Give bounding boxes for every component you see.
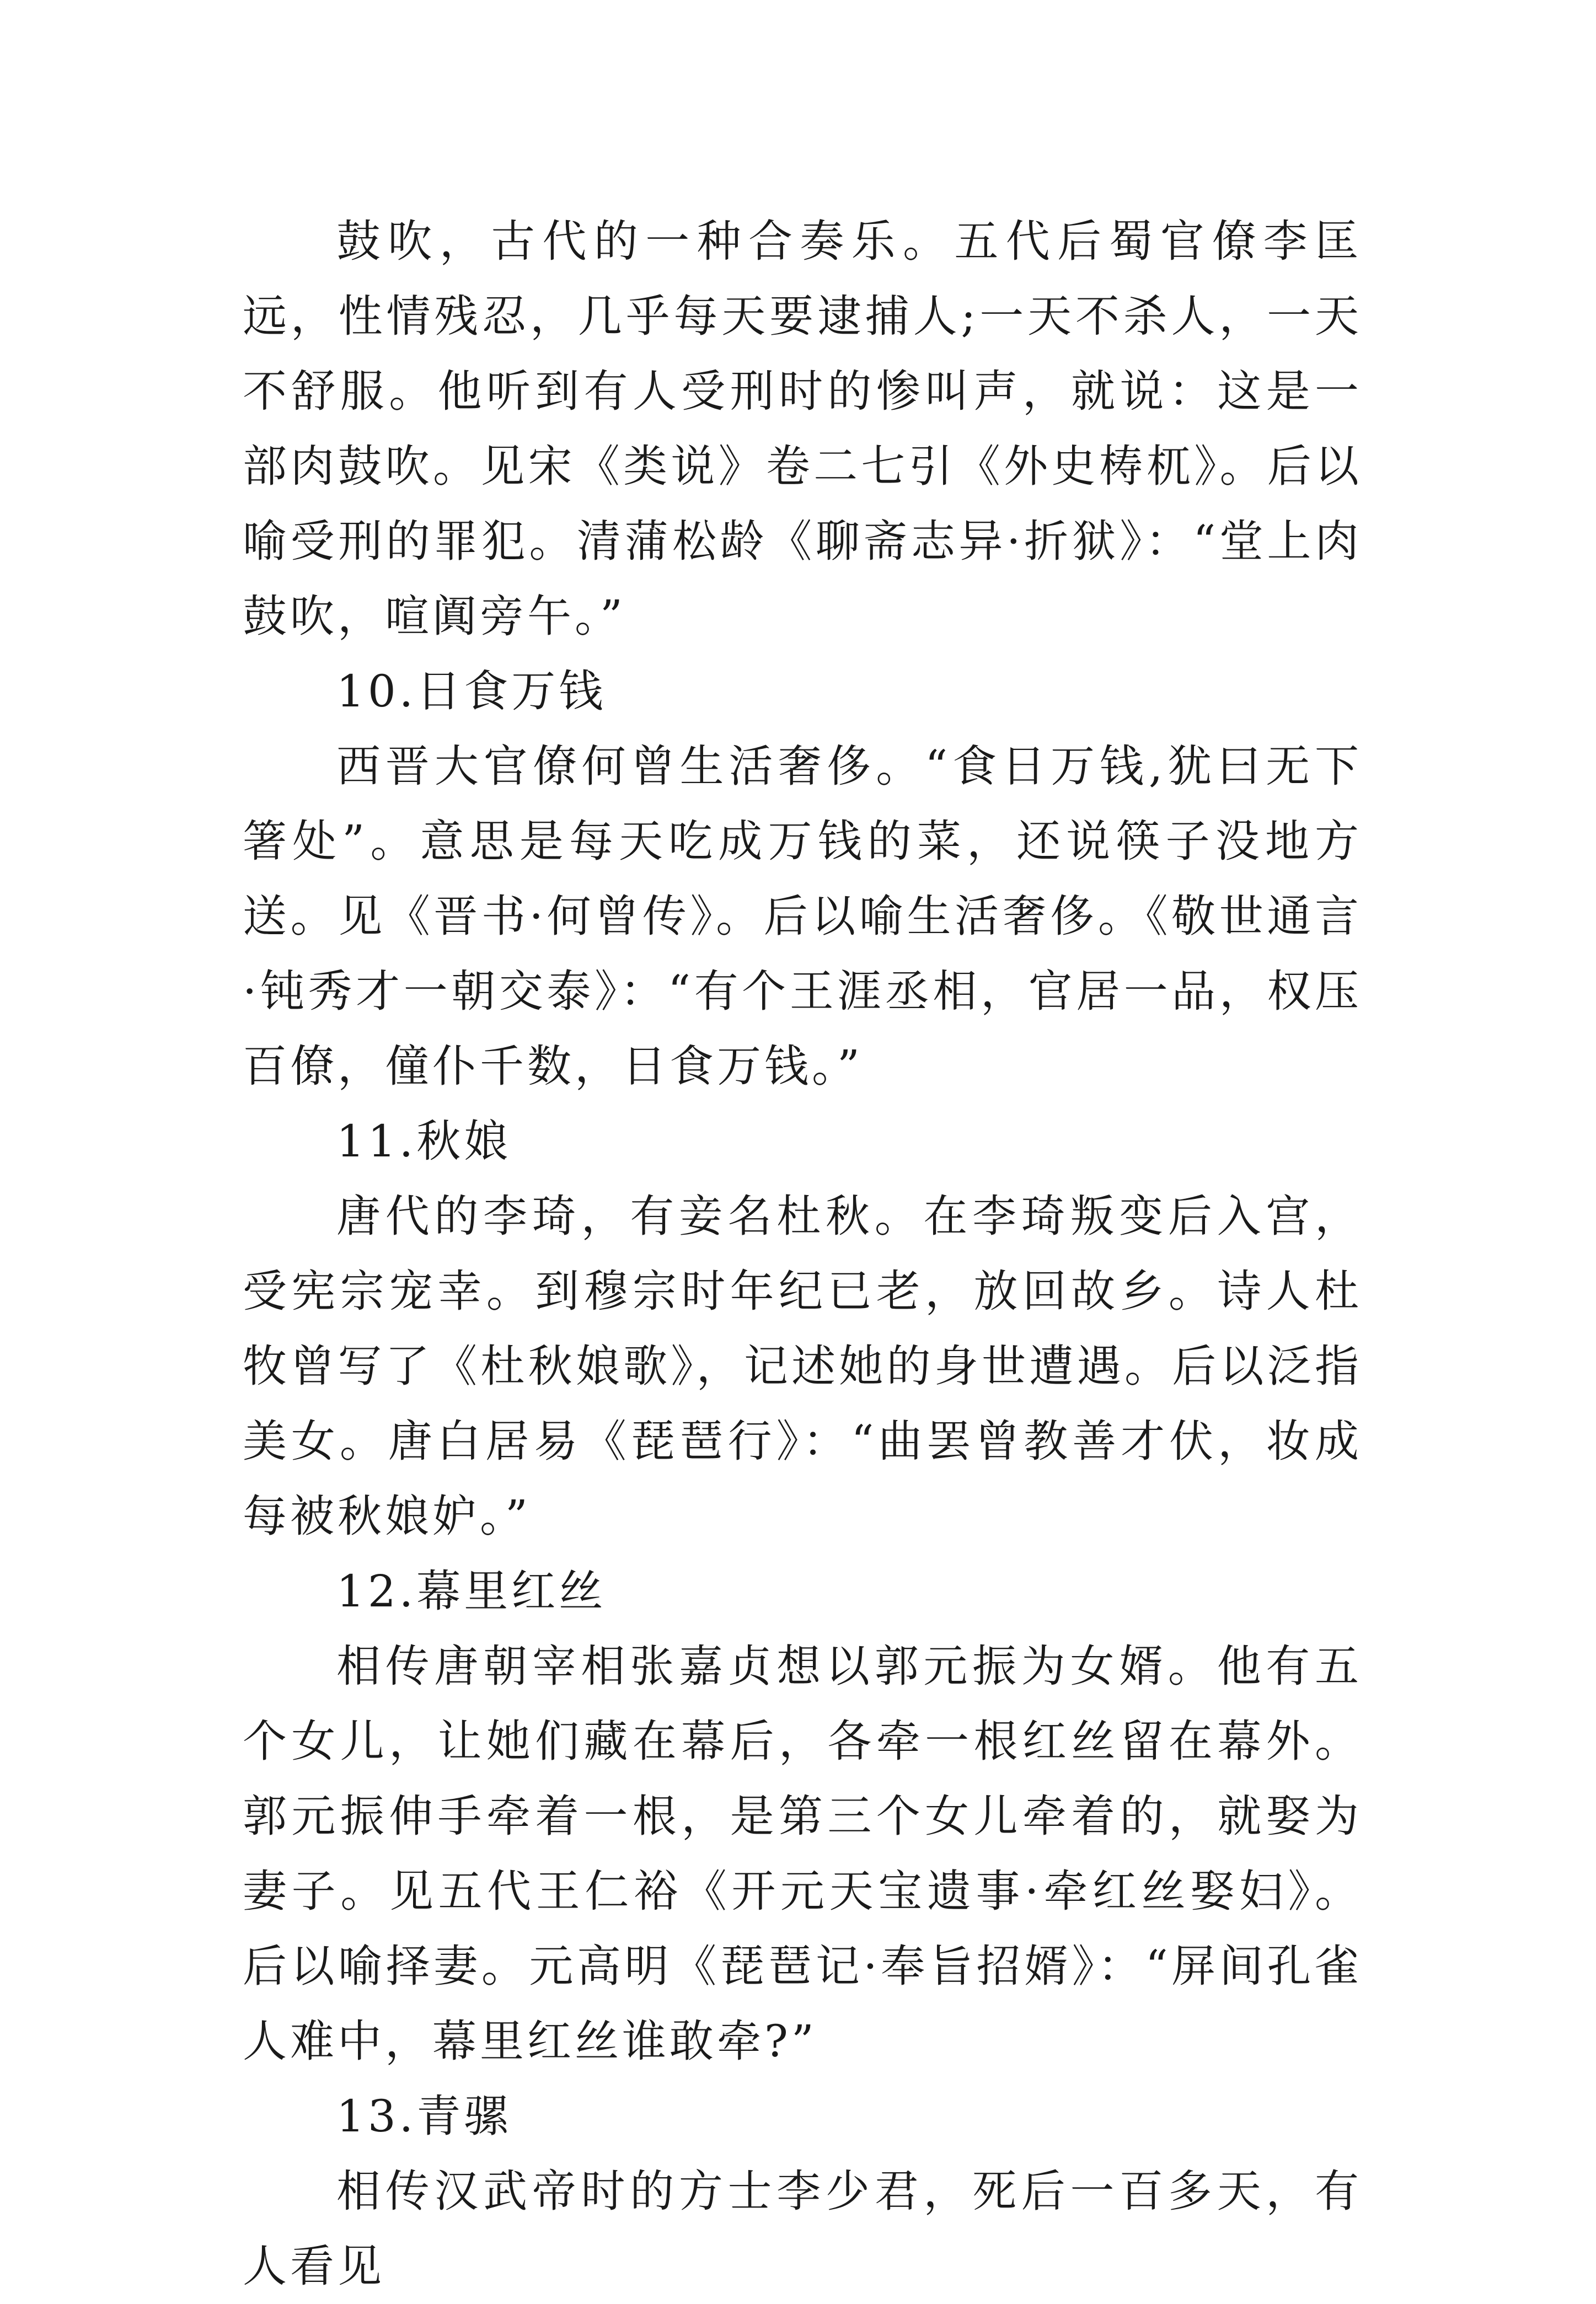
paragraph-qiuniang: 唐代的李琦，有妾名杜秋。在李琦叛变后入宫，受宪宗宠幸。到穆宗时年纪已老，放回故乡。诗人杜牧曾写了《杜秋娘歌》，记述她的身世遭遇。后以泛指美女。唐白居易《琵琶行》：“曲罢曾教善才伏，妆成每被秋娘妒。”	[243, 1191, 1362, 1542]
paragraph-mulihongsi: 相传唐朝宰相张嘉贞想以郭元振为女婿。他有五个女儿，让她们藏在幕后，各牵一根红丝留在幕外。郭元振伸手牵着一根，是第三个女儿牵着的，就娶为妻子。见五代王仁裕《开元天宝遗事·牵红丝娶妇》。后以喻择妻。元高明《琵琶记·奉旨招婿》：“屏间孔雀人难中，幕里红丝谁敢牵?”	[243, 1641, 1362, 2067]
heading-10-rishiwanqian: 10.日食万钱	[336, 666, 607, 717]
heading-11-qiuniang: 11.秋娘	[336, 1116, 512, 1167]
document-body	[243, 204, 1362, 2304]
heading-12-mulihongsi: 12.幕里红丝	[336, 1566, 607, 1617]
paragraph-qingluo: 相传汉武帝时的方士李少君，死后一百多天，有人看见	[243, 2166, 1362, 2292]
heading-13-qingluo: 13.青骡	[336, 2091, 512, 2142]
paragraph-rishiwanqian: 西晋大官僚何曾生活奢侈。“食日万钱,犹曰无下箸处”。意思是每天吃成万钱的菜，还说筷子没地方送。见《晋书·何曾传》。后以喻生活奢侈。《敬世通言·钝秀才一朝交泰》：“有个王涯丞相，官居一品，权压百僚，僮仆千数，日食万钱。”	[243, 741, 1362, 1092]
paragraph-guchui: 鼓吹，古代的一种合奏乐。五代后蜀官僚李匡远，性情残忍，几乎每天要逮捕人;一天不杀人，一天不舒服。他听到有人受刑时的惨叫声，就说：这是一部肉鼓吹。见宋《类说》卷二七引《外史梼杌》。后以喻受刑的罪犯。清蒲松龄《聊斋志异·折狱》：“堂上肉鼓吹，喧阗旁午。”	[243, 216, 1362, 642]
